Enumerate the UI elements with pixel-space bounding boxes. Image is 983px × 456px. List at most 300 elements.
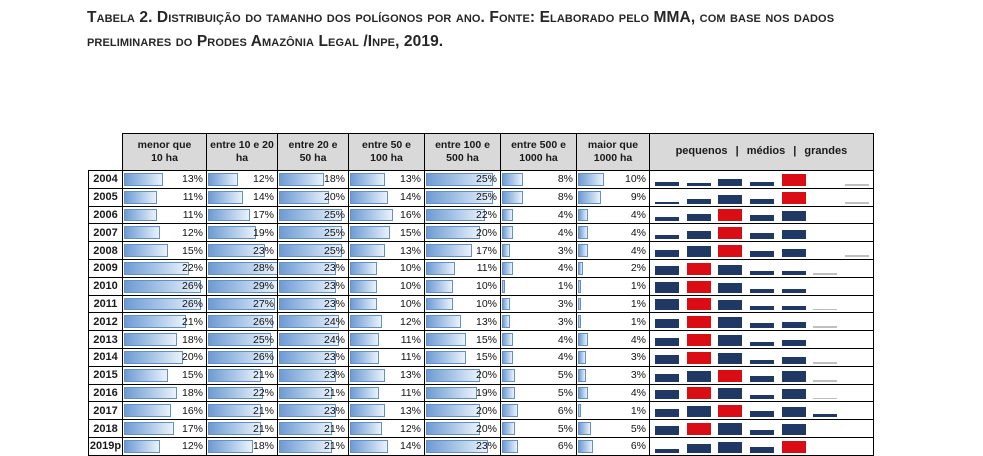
sparkline-slot <box>841 255 873 257</box>
year-cell: 2015 <box>89 366 123 384</box>
sparkline-bar <box>813 398 837 400</box>
sparkline <box>650 171 873 188</box>
sparkline-bar <box>845 202 869 204</box>
value-cell <box>278 402 349 420</box>
value-cell <box>278 420 349 438</box>
sparkline-slot <box>651 202 683 204</box>
sparkline-bar <box>782 357 806 363</box>
sparkline-slot <box>651 449 683 453</box>
sparkline-slot <box>778 174 810 186</box>
year-cell: 2019p <box>89 437 123 455</box>
year-cell: 2008 <box>89 242 123 260</box>
percent-label: 20% <box>475 369 497 382</box>
percent-label: 4% <box>630 208 646 221</box>
table-row <box>89 206 874 224</box>
value-cell <box>501 171 577 189</box>
sparkline-bar <box>718 353 742 363</box>
percent-label: 13% <box>181 173 203 186</box>
percent-label: 1% <box>630 404 646 417</box>
sparkline-cell <box>650 437 874 455</box>
year-cell: 2005 <box>89 188 123 206</box>
percent-label: 20% <box>475 226 497 239</box>
value-cell <box>123 384 207 402</box>
percent-label: 22% <box>252 386 274 399</box>
sparkline-slot <box>651 266 683 275</box>
sparkline-bar <box>782 322 806 328</box>
value-cell <box>278 224 349 242</box>
value-cell <box>425 348 501 366</box>
sparkline-slot <box>746 306 778 310</box>
percent-label: 25% <box>475 173 497 186</box>
percent-label: 17% <box>252 208 274 221</box>
value-cell <box>425 402 501 420</box>
sparkline-cell <box>650 366 874 384</box>
value-cell <box>278 313 349 331</box>
sparkline-cell <box>650 295 874 313</box>
percent-label: 1% <box>630 280 646 293</box>
value-cell <box>349 242 425 260</box>
sparkline-bar <box>750 376 774 382</box>
sparkline-bar <box>687 352 711 364</box>
sparkline-slot <box>746 411 778 418</box>
sparkline-slot <box>746 199 778 203</box>
sparkline-slot <box>746 251 778 257</box>
percent-label: 2% <box>630 262 646 275</box>
sparkline-bar <box>687 263 711 275</box>
value-cell <box>123 313 207 331</box>
sparkline-bar <box>718 283 742 292</box>
sparkline <box>650 438 873 455</box>
sparkline-bar <box>813 380 837 382</box>
percent-label: 4% <box>557 208 573 221</box>
sparkline-bar <box>718 423 742 435</box>
sparkline-bar <box>750 360 774 364</box>
column-header-line2: 500 ha <box>446 152 479 164</box>
value-cell <box>207 277 278 295</box>
sparkline-slot <box>714 179 746 186</box>
sparkline <box>650 260 873 277</box>
sparkline-bar <box>782 230 806 239</box>
value-cell <box>207 224 278 242</box>
percent-label: 4% <box>630 244 646 257</box>
percent-label: 3% <box>557 315 573 328</box>
sparkline-slot <box>809 414 841 417</box>
sparkline-cell <box>650 313 874 331</box>
sparkline-bar <box>782 211 806 221</box>
percent-label: 13% <box>399 404 421 417</box>
sparkline-slot <box>651 374 683 381</box>
value-cell <box>349 188 425 206</box>
table-row <box>89 242 874 260</box>
sparkline-bar <box>687 199 711 203</box>
column-header-line1: maior que <box>587 138 639 151</box>
value-cell <box>278 295 349 313</box>
sparkline-bar <box>782 389 806 399</box>
sparkline-slot <box>778 211 810 221</box>
percent-label: 24% <box>323 315 345 328</box>
value-cell <box>577 206 650 224</box>
sparkline-bar <box>687 298 711 310</box>
sparkline-cell <box>650 206 874 224</box>
column-header-line1: entre 500 e <box>511 138 566 151</box>
sparkline <box>650 207 873 224</box>
value-cell <box>577 366 650 384</box>
value-cell <box>577 259 650 277</box>
sparkline-slot <box>651 299 683 311</box>
sparkline-bar <box>718 300 742 310</box>
percent-label: 18% <box>181 386 203 399</box>
percent-label: 12% <box>252 173 274 186</box>
value-cell <box>207 313 278 331</box>
percent-label: 10% <box>475 297 497 310</box>
percent-label: 17% <box>475 244 497 257</box>
percent-label: 4% <box>630 333 646 346</box>
percent-label: 26% <box>181 297 203 310</box>
percent-label: 23% <box>475 440 497 453</box>
table-body <box>89 171 874 456</box>
column-header <box>349 134 425 171</box>
value-cell <box>577 313 650 331</box>
year-cell: 2010 <box>89 277 123 295</box>
sparkline-bar <box>813 362 837 364</box>
column-header <box>577 134 650 171</box>
sparkline-slot <box>714 283 746 292</box>
value-cell <box>123 242 207 260</box>
sparkline-bar <box>813 309 837 311</box>
percent-label: 25% <box>323 226 345 239</box>
sparkline-slot <box>683 352 715 364</box>
percent-label: 19% <box>252 226 274 239</box>
percent-label: 9% <box>630 191 646 204</box>
sparkline-bar <box>687 406 711 417</box>
value-cell <box>123 277 207 295</box>
sparkline-slot <box>683 444 715 453</box>
percent-label: 23% <box>323 351 345 364</box>
sparkline-slot <box>809 362 841 364</box>
column-header-line1: entre 100 e <box>435 138 490 151</box>
sparkline-bar <box>750 447 774 453</box>
value-cell <box>425 366 501 384</box>
column-header <box>123 134 207 171</box>
sparkline <box>650 278 873 295</box>
sparkline-slot <box>714 423 746 435</box>
sparkline-slot <box>778 371 810 381</box>
header-row <box>89 134 874 171</box>
column-header-line1: entre 50 e <box>361 138 412 151</box>
sparkline-slot <box>714 317 746 328</box>
sparkline-slot <box>683 316 715 328</box>
percent-label: 3% <box>557 244 573 257</box>
sparkline-cell <box>650 259 874 277</box>
value-cell <box>207 171 278 189</box>
column-header <box>207 134 278 171</box>
sparkline <box>650 331 873 348</box>
percent-label: 26% <box>181 280 203 293</box>
sparkline <box>650 349 873 366</box>
percent-label: 20% <box>181 351 203 364</box>
sparkline-cell <box>650 402 874 420</box>
percent-label: 8% <box>557 173 573 186</box>
percent-label: 10% <box>399 280 421 293</box>
sparkline-slot <box>841 184 873 186</box>
sparkline-bar <box>750 289 774 293</box>
percent-label: 8% <box>557 191 573 204</box>
percent-label: 21% <box>252 422 274 435</box>
value-cell <box>278 242 349 260</box>
percent-label: 11% <box>400 386 421 399</box>
value-cell <box>425 313 501 331</box>
sparkline-bar <box>687 183 711 186</box>
sparkline <box>650 402 873 419</box>
percent-label: 5% <box>630 422 646 435</box>
sparkline-cell <box>650 224 874 242</box>
percent-label: 21% <box>323 422 345 435</box>
value-cell <box>501 206 577 224</box>
percent-label: 13% <box>399 369 421 382</box>
percent-label: 12% <box>399 422 421 435</box>
percent-label: 22% <box>181 262 203 275</box>
table-row <box>89 259 874 277</box>
percent-label: 1% <box>557 280 573 293</box>
value-cell <box>577 295 650 313</box>
value-cell <box>577 188 650 206</box>
value-cell <box>425 277 501 295</box>
year-cell: 2018 <box>89 420 123 438</box>
sparkline-cell <box>650 242 874 260</box>
value-cell <box>425 188 501 206</box>
sparkline-slot <box>714 265 746 275</box>
column-header-line2: 10 ha <box>151 152 178 164</box>
chart-column-header: pequenos | médios | grandes <box>650 134 874 171</box>
percent-label: 3% <box>557 297 573 310</box>
sparkline-slot <box>778 424 810 435</box>
value-cell <box>123 224 207 242</box>
value-cell <box>349 259 425 277</box>
value-cell <box>501 384 577 402</box>
sparkline-bar <box>750 271 774 275</box>
sparkline-bar <box>718 179 742 186</box>
value-cell <box>501 313 577 331</box>
percent-label: 12% <box>181 440 203 453</box>
column-header <box>278 134 349 171</box>
percent-label: 4% <box>557 262 573 275</box>
sparkline-bar <box>655 426 679 435</box>
value-cell <box>207 259 278 277</box>
sparkline-slot <box>809 326 841 328</box>
column-header-line2: 50 ha <box>299 152 327 164</box>
sparkline-bar <box>750 233 774 239</box>
sparkline-bar <box>718 195 742 204</box>
percent-label: 6% <box>630 440 646 453</box>
sparkline-bar <box>782 271 806 275</box>
percent-label: 26% <box>252 315 274 328</box>
value-cell <box>425 206 501 224</box>
sparkline-bar <box>782 371 806 381</box>
value-cell <box>207 348 278 366</box>
sparkline-bar <box>687 334 711 346</box>
value-cell <box>501 366 577 384</box>
percent-label: 16% <box>399 208 421 221</box>
sparkline-bar <box>655 282 679 293</box>
sparkline <box>650 224 873 241</box>
sparkline-bar <box>750 323 774 328</box>
value-cell <box>425 242 501 260</box>
value-cell <box>501 188 577 206</box>
sparkline-cell <box>650 420 874 438</box>
sparkline-slot <box>714 353 746 363</box>
year-cell: 2016 <box>89 384 123 402</box>
percent-label: 26% <box>252 351 274 364</box>
sparkline-slot <box>683 371 715 382</box>
value-cell <box>278 348 349 366</box>
sparkline-bar <box>718 405 742 417</box>
percent-label: 24% <box>323 333 345 346</box>
sparkline-bar <box>750 306 774 310</box>
value-cell <box>207 331 278 349</box>
sparkline-slot <box>651 390 683 399</box>
sparkline-slot <box>746 376 778 382</box>
table-row <box>89 331 874 349</box>
sparkline-bar <box>655 250 679 257</box>
value-cell <box>349 224 425 242</box>
value-cell <box>349 384 425 402</box>
sparkline-slot <box>683 199 715 203</box>
value-cell <box>425 420 501 438</box>
value-cell <box>501 277 577 295</box>
percent-label: 13% <box>399 244 421 257</box>
sparkline-slot <box>683 263 715 275</box>
value-cell <box>278 259 349 277</box>
value-cell <box>425 224 501 242</box>
value-cell <box>207 242 278 260</box>
sparkline-slot <box>683 214 715 221</box>
percent-label: 15% <box>475 351 497 364</box>
sparkline-slot <box>683 406 715 417</box>
value-cell <box>123 366 207 384</box>
percent-label: 11% <box>476 262 497 275</box>
value-cell <box>501 295 577 313</box>
table-row <box>89 224 874 242</box>
percent-label: 25% <box>475 191 497 204</box>
sparkline-cell <box>650 384 874 402</box>
sparkline-bar <box>687 423 711 435</box>
sparkline-slot <box>746 271 778 275</box>
sparkline-slot <box>809 380 841 382</box>
sparkline-bar <box>750 342 774 346</box>
sparkline-bar <box>655 182 679 186</box>
sparkline-slot <box>778 192 810 204</box>
value-cell <box>278 188 349 206</box>
percent-label: 4% <box>557 333 573 346</box>
percent-label: 23% <box>323 404 345 417</box>
percent-label: 11% <box>182 208 203 221</box>
percent-label: 20% <box>475 422 497 435</box>
sparkline-slot <box>746 342 778 346</box>
sparkline-bar <box>655 299 679 311</box>
value-cell <box>349 206 425 224</box>
value-cell <box>425 295 501 313</box>
table-row <box>89 188 874 206</box>
percent-label: 6% <box>557 404 573 417</box>
table-row <box>89 366 874 384</box>
value-cell <box>123 188 207 206</box>
percent-label: 25% <box>252 333 274 346</box>
percent-label: 3% <box>630 351 646 364</box>
percent-label: 23% <box>323 297 345 310</box>
sparkline-slot <box>683 281 715 293</box>
sparkline-bar <box>718 370 742 382</box>
value-cell <box>123 437 207 455</box>
column-header-line2: 100 ha <box>370 152 403 164</box>
sparkline-bar <box>750 182 774 186</box>
percent-label: 1% <box>630 315 646 328</box>
corner-ghost-cell <box>89 134 123 171</box>
sparkline-slot <box>746 233 778 239</box>
year-cell: 2013 <box>89 331 123 349</box>
sparkline-slot <box>778 441 810 453</box>
table-caption: Tabela 2. Distribuição do tamanho dos polígonos por ano. Fonte: Elaborado pelo MMA, com base nos dados preliminares do Prodes Amazônia Legal /Inpe, 2019. <box>87 9 835 51</box>
sparkline-bar <box>782 441 806 453</box>
sparkline-slot <box>746 447 778 453</box>
sparkline-slot <box>778 230 810 239</box>
value-cell <box>501 348 577 366</box>
value-cell <box>425 437 501 455</box>
sparkline-slot <box>683 183 715 186</box>
value-cell <box>123 295 207 313</box>
column-header-line2: 1000 ha <box>519 152 558 164</box>
value-cell <box>349 295 425 313</box>
sparkline-bar <box>813 414 837 417</box>
sparkline-slot <box>746 215 778 222</box>
sparkline <box>650 367 873 384</box>
value-cell <box>577 437 650 455</box>
sparkline-slot <box>809 273 841 275</box>
sparkline-slot <box>746 430 778 435</box>
table-row <box>89 437 874 455</box>
sparkline-slot <box>651 235 683 240</box>
value-cell <box>425 384 501 402</box>
percent-label: 11% <box>400 333 421 346</box>
percent-label: 15% <box>399 226 421 239</box>
percent-label: 23% <box>323 280 345 293</box>
sparkline-bar <box>655 390 679 399</box>
table-row <box>89 384 874 402</box>
percent-label: 13% <box>475 315 497 328</box>
percent-label: 20% <box>475 404 497 417</box>
value-cell <box>349 348 425 366</box>
sparkline-slot <box>683 231 715 240</box>
sparkline-bar <box>655 217 679 221</box>
table-row <box>89 420 874 438</box>
percent-label: 14% <box>399 191 421 204</box>
percent-label: 18% <box>323 173 345 186</box>
polygon-size-table <box>88 133 874 456</box>
sparkline-bar <box>845 255 869 257</box>
value-cell <box>349 437 425 455</box>
sparkline <box>650 420 873 437</box>
sparkline-bar <box>687 246 711 257</box>
percent-label: 18% <box>252 440 274 453</box>
value-cell <box>123 348 207 366</box>
sparkline-bar <box>655 235 679 240</box>
sparkline-bar <box>687 387 711 399</box>
percent-label: 15% <box>475 333 497 346</box>
sparkline-cell <box>650 277 874 295</box>
percent-label: 23% <box>323 369 345 382</box>
value-cell <box>278 206 349 224</box>
percent-label: 11% <box>182 191 203 204</box>
sparkline-bar <box>782 424 806 435</box>
